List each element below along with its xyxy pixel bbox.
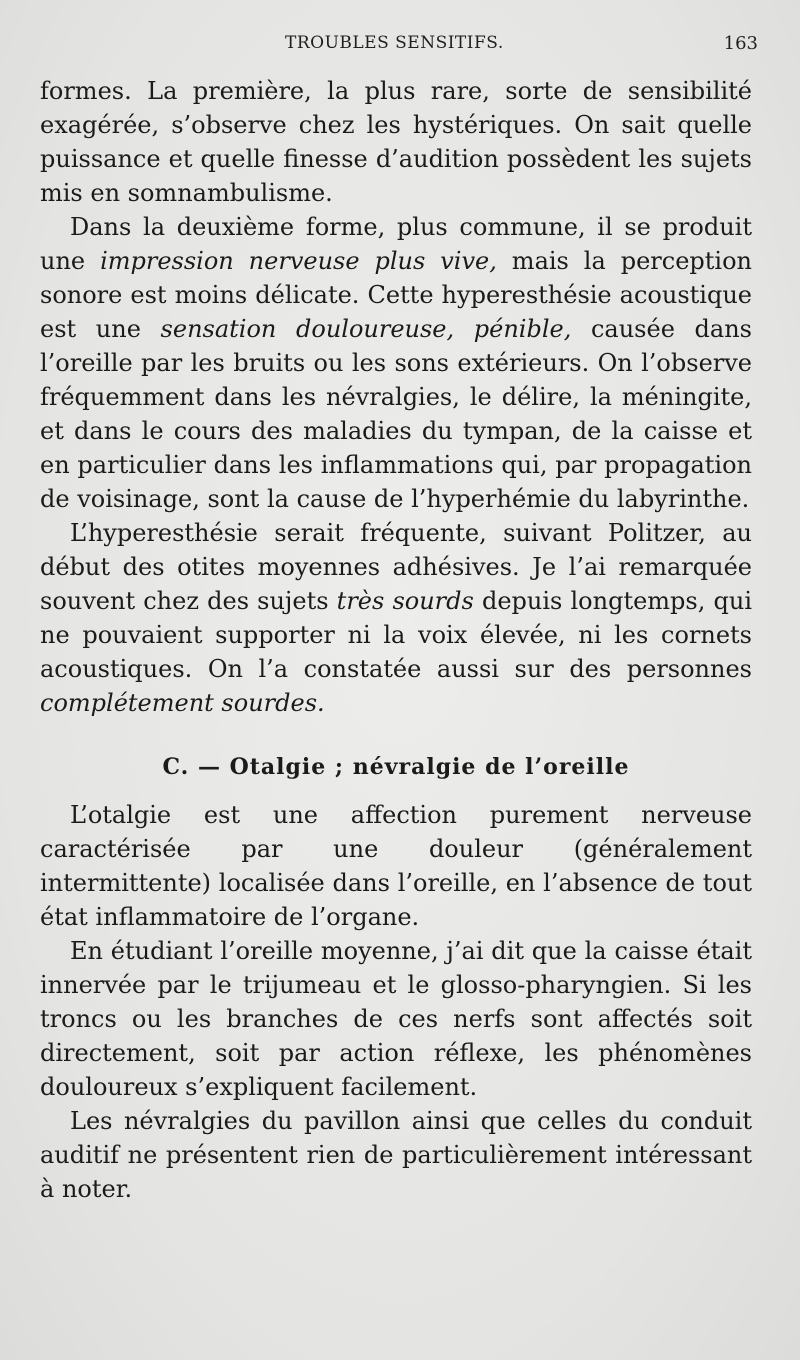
text-run: mais la perception sonore est moins délicate. Cette hyperesthésie acoustique est une: [40, 247, 753, 343]
paragraph-middle-ear: En étudiant l’oreille moyenne, j’ai dit que la caisse était innervée par le trijumeau et le glosso-pharyngien. Si les troncs ou les branches de ces nerfs sont affectés soit directement, soit par action réflexe, les phénomènes douloureux s’expliquent facilement.: [40, 937, 752, 1101]
page-number: 163: [723, 33, 758, 54]
paragraph-continuation: formes. La première, la plus rare, sorte de sensibilité exagérée, s’observe chez les hystériques. On sait quelle puissance et quelle finesse d’audition possèdent les sujets mis en somnambulisme.: [40, 77, 752, 207]
paragraph-otalgie-definition: L’otalgie est une affection purement nerveuse caractérisée par une douleur (généralement intermittente) localisée dans l’oreille, en l’absence de tout état inflammatoire de l’organe.: [40, 801, 752, 931]
italic-phrase: complétement sourdes.: [40, 689, 325, 717]
section-heading: C. — Otalgie ; névralgie de l’oreille: [162, 754, 630, 780]
paragraph-pavillon: Les névralgies du pavillon ainsi que celles du conduit auditif ne présentent rien de particulièrement intéressant à noter.: [40, 1107, 752, 1203]
running-title: TROUBLES SENSITIFS.: [285, 33, 504, 53]
italic-phrase: impression nerveuse plus vive,: [100, 247, 497, 275]
text-run: depuis longtemps, qui ne pouvaient supporter ni la voix élevée, ni les cornets acoustiques. On l’a constatée aussi sur des personnes: [40, 587, 752, 683]
italic-phrase: très sourds: [336, 587, 474, 615]
text-run: Dans la deuxième forme, plus commune, il se produit une: [40, 213, 752, 275]
page-body: [40, 74, 752, 1206]
text-run: L’hyperesthésie serait fréquente, suivant Politzer, au début des otites moyennes adhésives. Je l’ai remarquée souvent chez des sujets: [40, 519, 752, 615]
running-header: [40, 33, 762, 59]
paragraph-second-form: [40, 210, 752, 516]
italic-phrase: sensation douloureuse, pénible,: [160, 315, 572, 343]
paragraph-politzer: [40, 516, 752, 720]
text-run: causée dans l’oreille par les bruits ou les sons extérieurs. On l’observe fréquemment dans les névralgies, le délire, la méningite, et dans le cours des maladies du tympan, de la caisse et en particulier dans les inflammations qui, par propagation de voisinage, sont la cause de l’hyperhémie du labyrinthe.: [40, 315, 752, 513]
